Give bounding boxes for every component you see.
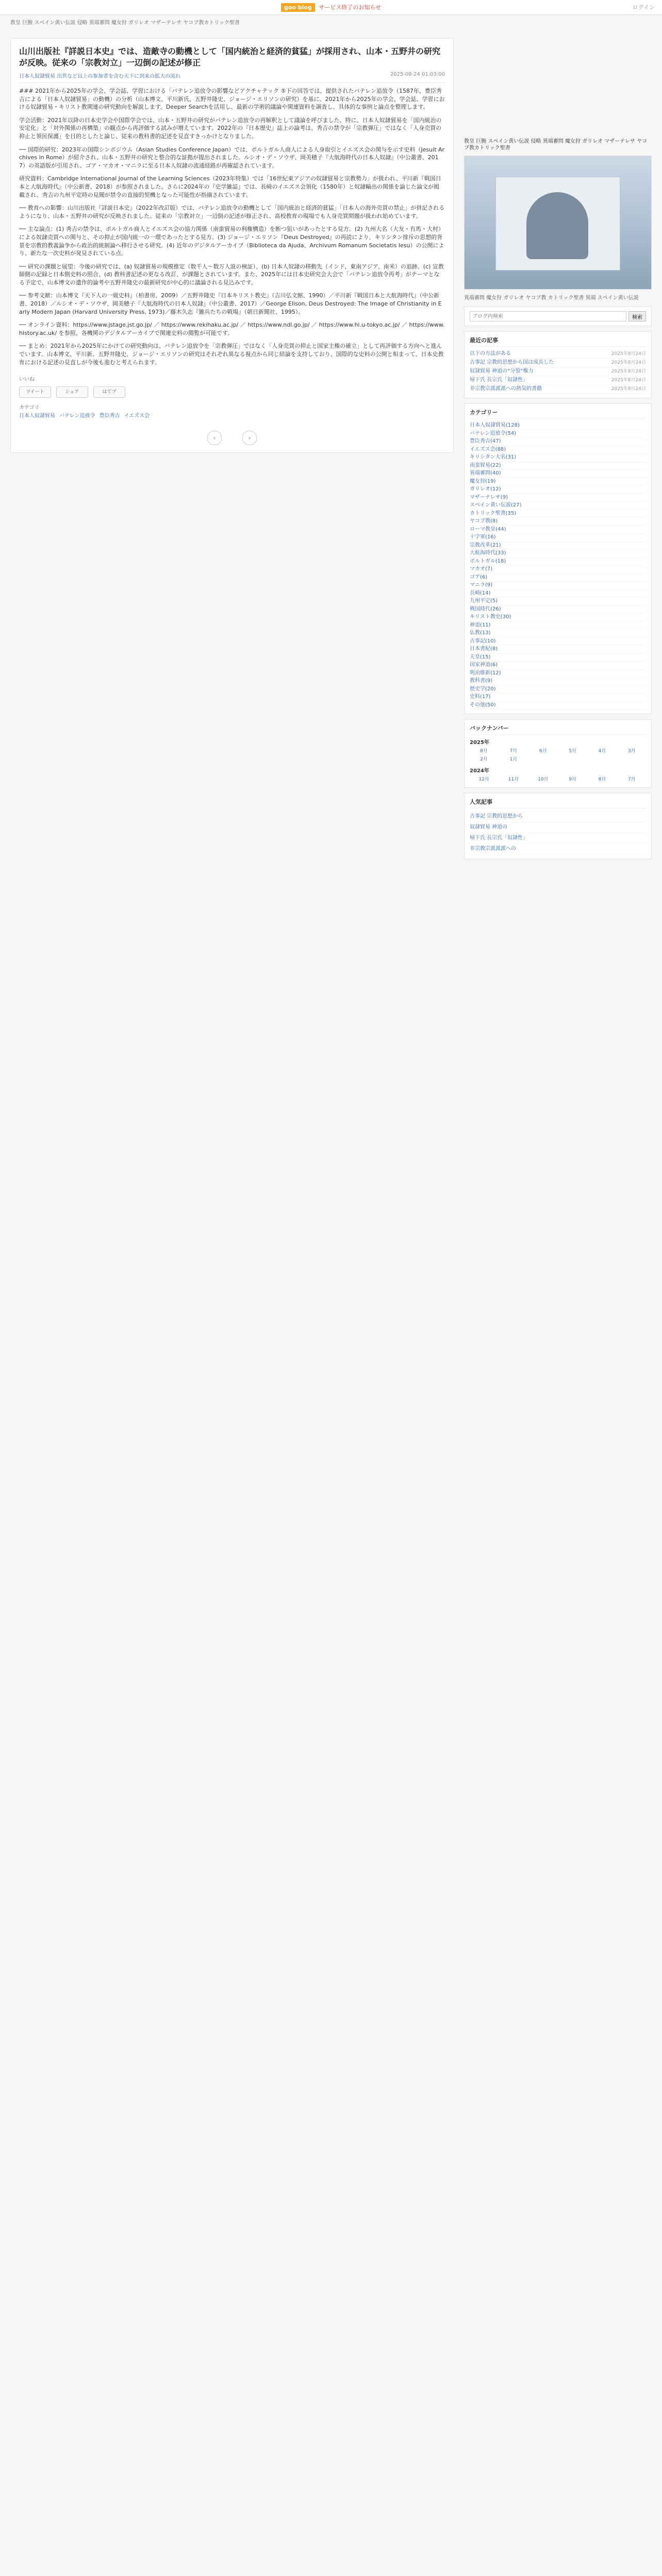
post-meta xyxy=(19,72,445,83)
category-link[interactable]: イエズス会(88) xyxy=(470,446,646,454)
recent-post-date: 2025年8月24日 xyxy=(611,378,646,383)
category-widget xyxy=(464,403,652,714)
category-link[interactable]: 大航海時代(33) xyxy=(470,550,646,558)
recent-post-item[interactable] xyxy=(470,367,646,376)
category-link[interactable]: 宗教改革(21) xyxy=(470,542,646,550)
category-link[interactable]: 歴史学(20) xyxy=(470,686,646,694)
category-link[interactable]: 十字軍(16) xyxy=(470,534,646,542)
category-link[interactable]: 明治維新(12) xyxy=(470,670,646,678)
category-link[interactable]: マニラ(9) xyxy=(470,582,646,590)
archive-year-2024: 2024年 xyxy=(470,768,489,774)
category-link[interactable]: 魔女狩(19) xyxy=(470,478,646,486)
category-link[interactable]: 教科書(9) xyxy=(470,677,646,686)
category-link[interactable]: その他(50) xyxy=(470,702,646,710)
recent-post-item[interactable] xyxy=(470,385,646,394)
category-link[interactable]: キリシタン大名(31) xyxy=(470,454,646,462)
archive-month-link[interactable]: 6月 xyxy=(539,749,547,754)
post-article xyxy=(10,38,454,453)
archive-month-link[interactable]: 9月 xyxy=(569,777,577,782)
post-title[interactable]: 山川出版社『詳説日本史』では、造敵寺の動機として「国内統治と経済的貧猛」が採用され、山本・五野井の研究が反映。従来の「宗教対立」一辺倒の記述が修正 xyxy=(19,46,440,67)
post-paragraph: 学会活動：2021年以降の日本史学会や国際学会では、山本・五野井の研究がバテレン追放令の再解釈として議論を呼びました。特に、日本人奴隷貿易を「国内統治の安定化」と「対外関係の再構築」の観点から再評価する試みが増えています。2022年の『日本歴史』誌上の論考は、秀吉の禁令が「宗教弾圧」ではなく「人身売買の抑止と領民保護」を目的としたと論じ、従来の教科書的記述を見直すきっかけとなりました。 xyxy=(19,116,442,140)
share-section xyxy=(19,375,445,398)
archive-title: バックナンバー xyxy=(470,724,646,735)
category-link[interactable]: 九州平定(5) xyxy=(470,598,646,606)
category-link[interactable]: 異端審問(40) xyxy=(470,470,646,478)
recent-posts-widget xyxy=(464,331,652,398)
popular-post-link[interactable]: 帰下氏 長宗氏「奴隷性」 xyxy=(470,833,646,844)
archive-month-link[interactable]: 2月 xyxy=(480,757,488,762)
category-link[interactable]: マザーテレサ(9) xyxy=(470,494,646,502)
recent-post-item[interactable] xyxy=(470,376,646,385)
category-link[interactable]: 南蛮貿易(22) xyxy=(470,462,646,470)
category-link[interactable]: 日本人奴隷貿易(128) xyxy=(470,422,646,430)
post-paragraph: 研究資料：Cambridge International Journal of the Learning Sciences（2023年特集）では「16世紀東アジアの奴隷貿易と宗教勢力」が扱われ、平川新『戦国日本と大航海時代』（中公新書、2018）が参照されました。さらに2024年の『史学雑誌』では、長崎のイエズス会領化（1580年）と奴隷輸出の関係を論じた論文が掲載され、秀吉の九州平定時の見聞が禁令の直接的契機となった可能性が指摘されています。 xyxy=(19,175,441,198)
tag-label: カテゴリ xyxy=(19,405,40,411)
post-paragraph: ── まとめ：2021年から2025年にかけての研究動向は、バテレン追放令を「宗教弾圧」ではなく「人身売買の抑止と国家主権の確立」として再評価する方向へと進んでいます。山本博文、平川新、五野井隆史、ジョージ・エリソンの研究はそれぞれ異なる視点から同じ結論を支持しており、国際的な史料の公開と相まって、日本史教育における記述の見直しが今後も進むと考えられます。 xyxy=(19,343,444,366)
archive-month-link[interactable]: 8月 xyxy=(598,777,606,782)
search-widget xyxy=(464,307,652,326)
category-link[interactable]: 史料(17) xyxy=(470,693,646,702)
tag-link[interactable]: イエズス会 xyxy=(124,413,150,419)
category-link[interactable]: バテレン追放令(54) xyxy=(470,430,646,438)
prev-post-button[interactable]: ‹ xyxy=(207,431,222,445)
category-link[interactable]: 戦国時代(26) xyxy=(470,606,646,614)
blog-search-button[interactable]: 検索 xyxy=(628,311,646,321)
recent-post-link[interactable]: 非宗教宗派派派への熱気的書籍 xyxy=(470,386,542,392)
popular-post-link[interactable]: 奴隷貿易 神道の xyxy=(470,822,646,833)
recent-post-date: 2025年8月24日 xyxy=(611,369,646,374)
category-link[interactable]: 日本書紀(8) xyxy=(470,646,646,654)
archive-month-link[interactable]: 7月 xyxy=(627,777,636,782)
recent-post-link[interactable]: 古事記 宗教的思想から国は成長した xyxy=(470,360,554,365)
pager xyxy=(19,431,445,445)
post-body xyxy=(19,87,445,366)
profile-caption: 異端審問 魔女狩 ガリレオ ヤコブ教 カトリック聖書 異端 スペイン黄い伝説 xyxy=(464,295,639,301)
blog-header[interactable]: 教皇 巨腕 スペイン黄い伝説 侵略 異端審問 魔女狩 ガリレオ マザーテレサ ヤコブ教カトリック聖書 xyxy=(10,20,240,26)
image-figure xyxy=(526,192,588,259)
post-date: 2025-08-24 xyxy=(390,72,420,77)
tag-link[interactable]: バテレン追放令 xyxy=(59,413,95,419)
popular-post-link[interactable]: 古事記 宗教的思想から xyxy=(470,811,646,822)
category-link[interactable]: 国家神道(6) xyxy=(470,662,646,670)
archive-month-link[interactable]: 4月 xyxy=(598,749,606,754)
like-label: いいね xyxy=(19,377,35,383)
post-time: 01:03:00 xyxy=(422,72,445,77)
category-link[interactable]: マカオ(7) xyxy=(470,566,646,574)
post-paragraph: ── 参考文献：山本博文『天下人の一級史料』（柏書房、2009）／五野井隆史『日本キリスト教史』（吉川弘文館、1990）／平川新『戦国日本と大航海時代』（中公新書、2018）／ルシオ・デ・ソウザ、岡美穂子『大航海時代の日本人奴隷』（中公叢書、2017）／George Elison, Deus Destroyed: The Image of Christianity in Early Modern Japan (Harvard University Press, 1973)／藤木久志『雑兵たちの戦場』（朝日新聞社、1995）。 xyxy=(19,292,442,315)
archive-month-link[interactable]: 7月 xyxy=(509,749,518,754)
facebook-share-button[interactable]: シェア xyxy=(56,386,88,398)
post-paragraph: ── オンライン資料：https://www.jstage.jst.go.jp/ ／ https://www.rekihaku.ac.jp/ ／ https://www.ndl.go.jp/ ／ https://www.hi.u-tokyo.ac.jp/ ／ https://www.history.ac.uk/ を参照。各機関のデジタルアーカイブで関連史料の閲覧が可能です。 xyxy=(19,321,445,336)
category-link[interactable]: キリスト教史(30) xyxy=(470,614,646,622)
recent-post-date: 2025年8月24日 xyxy=(611,351,646,357)
archive-month-link[interactable]: 10月 xyxy=(538,777,549,782)
category-link[interactable]: 仏教(13) xyxy=(470,630,646,638)
category-link[interactable]: ローマ教皇(44) xyxy=(470,526,646,534)
category-link[interactable]: ヤコブ教(8) xyxy=(470,518,646,526)
post-paragraph: ── 主な論点：(1) 秀吉の禁令は、ポルトガル商人とイエズス会の協力関係（南蛮貿易の利権構造）を断つ狙いがあったとする見方。(2) 九州大名（大友・有馬・大村）による奴隷売買への関与と、その抑止が国内統一の一環であったとする見方。(3) ジョージ・エリソン『Deus Destroyed』の再読により、キリシタン排斥の思想的背景を宗教的教義論争から政治的統制論へ移行させる研究。(4) 近年のデジタルアーカイブ（Biblioteca da Ajuda、Archivum Romanum Societatis Iesu）の公開により、新たな一次史料が発見されている点。 xyxy=(19,226,444,257)
profile-image xyxy=(464,156,652,290)
goo-blog-logo[interactable]: goo blog xyxy=(281,3,315,12)
post-paragraph: ── 国際的研究：2023年の国際シンポジウム（Asian Studies Conference Japan）では、ポルトガル人商人による人身取引とイエズス会の関与を示す史料（Jesuit Archives in Rome）が紹介され、山本・五野井の研究と整合的な証拠が提出されました。ルシオ・デ・ソウザ、岡美穂子『大航海時代の日本人奴隷』（中公叢書、2017）の英語版が引用され、ゴア・マカオ・マニラに至る日本人奴隷の流通経路が再確認されています。 xyxy=(19,146,445,169)
archive-month-link[interactable]: 1月 xyxy=(509,757,518,762)
post-category-link[interactable]: 日本人奴隷貿易 出世など以上の参加者を含む天下に到来の拡大の流れ xyxy=(19,74,181,79)
login-link[interactable]: ログイン xyxy=(632,4,655,11)
sidebar xyxy=(464,138,652,865)
recent-post-item[interactable] xyxy=(470,350,646,359)
archive-month-link[interactable]: 11月 xyxy=(508,777,519,782)
category-link[interactable]: 天皇(15) xyxy=(470,654,646,662)
service-end-notice-link[interactable]: サービス終了のお知らせ xyxy=(319,4,382,11)
category-link[interactable]: ポルトガル(18) xyxy=(470,558,646,566)
recent-post-link[interactable]: 奴隷貿易 神道の“分裂”権力 xyxy=(470,368,534,374)
recent-post-link[interactable]: 帰下氏 長宗氏「奴隷性」 xyxy=(470,377,528,383)
archive-month-link[interactable]: 3月 xyxy=(627,749,636,754)
popular-post-link[interactable]: 非宗教宗派派派への xyxy=(470,844,646,855)
archive-month-link[interactable]: 5月 xyxy=(569,749,577,754)
archive-year-2025: 2025年 xyxy=(470,740,489,745)
category-link[interactable]: カトリック聖書(35) xyxy=(470,510,646,518)
category-link[interactable]: スペイン黄い伝説(27) xyxy=(470,502,646,510)
recent-post-link[interactable]: 以下の方法がある xyxy=(470,351,511,357)
category-link[interactable]: 古事記(10) xyxy=(470,638,646,646)
archive-month-link[interactable]: 8月 xyxy=(480,749,488,754)
archive-widget xyxy=(464,719,652,788)
blog-search-input[interactable] xyxy=(470,311,626,321)
hatena-bookmark-button[interactable]: はてブ xyxy=(93,386,125,398)
popular-posts-widget xyxy=(464,793,652,859)
top-bar xyxy=(0,0,662,15)
category-link[interactable]: 神道(11) xyxy=(470,622,646,630)
category-link[interactable]: 長崎(14) xyxy=(470,590,646,598)
next-post-button[interactable]: › xyxy=(242,431,257,445)
category-link[interactable]: ガリレオ(12) xyxy=(470,486,646,494)
recent-post-date: 2025年8月24日 xyxy=(611,360,646,365)
sidebar-blog-title[interactable]: 教皇 巨腕 スペイン黄い伝説 侵略 異端審問 魔女狩 ガリレオ マザーテレサ ヤコブ教カトリック聖書 xyxy=(464,139,648,151)
tag-link[interactable]: 日本人奴隷貿易 xyxy=(19,413,55,419)
category-link[interactable]: 豊臣秀吉(47) xyxy=(470,438,646,446)
tweet-button[interactable]: ツイート xyxy=(19,386,51,398)
category-title: カテゴリー xyxy=(470,408,646,419)
recent-posts-title: 最近の記事 xyxy=(470,336,646,347)
recent-post-item[interactable] xyxy=(470,359,646,367)
recent-post-date: 2025年8月24日 xyxy=(611,386,646,392)
archive-month-link[interactable]: 12月 xyxy=(478,777,489,782)
category-link[interactable]: ゴア(6) xyxy=(470,574,646,582)
popular-posts-title: 人気記事 xyxy=(470,798,646,808)
post-paragraph: ── 教育への影響：山川出版社『詳説日本史』（2022年改訂版）では、バテレン追放令の動機として「国内統治と経済的貧猛」「日本人の海外売買の禁止」が併記されるようになり、山本・五野井の研究が反映されました。従来の「宗教対立」一辺倒の記述が修正され、高校教育の現場でも人身売買問題が扱われ始めています。 xyxy=(19,205,445,219)
post-paragraph: ### 2021年から2025年の学会、学会誌、学習における「バテレン追放令の影響などアクチャテック ⑤下の回答では、提供されたパテレン追放令（1587年、豊臣秀吉による「日本人奴隷貿易」の動機）の分析（山本博文、平川新氏、五野井隆史、ジョージ・エリソンの研究）を基に、2021年から2025年の学会、学会誌、学習における奴隷貿易・キリスト教関連の研究動向を解説します。Deeper Searchを活用し、最新の学術的議論や関連資料を調査し、具体的な事例と論点を整理します。 xyxy=(19,88,445,111)
post-paragraph: ── 研究の課題と展望：今後の研究では、(a) 奴隷貿易の規模推定（数千人～数万人説の検証）、(b) 日本人奴隷の移動先（インド、東南アジア、南米）の追跡、(c) 宣教師側の記録と日本側史料の照合、(d) 教科書記述の更なる改訂、が課題とされています。また、2025年には日本史研究会大会で「バテレン追放令再考」がテーマとなる予定で、山本博文の遺作的論考や五野井隆史の最新研究が中心的に議論される見込みです。 xyxy=(19,263,444,286)
tag-list xyxy=(19,404,445,420)
tag-link[interactable]: 豊臣秀吉 xyxy=(99,413,120,419)
